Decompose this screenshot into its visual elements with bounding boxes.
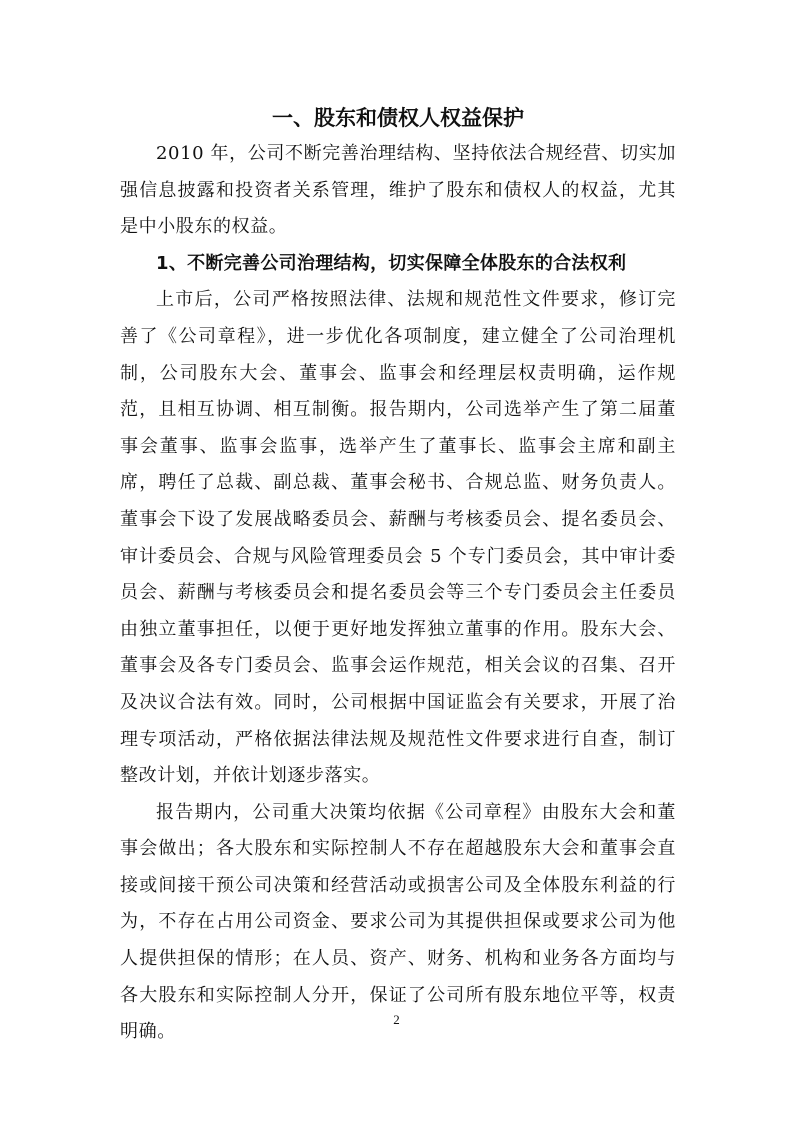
document-body: [120, 100, 676, 1051]
subheading-governance: 1、不断完善公司治理结构，切实保障全体股东的合法权利: [156, 252, 627, 274]
intro-paragraph: 2010 年，公司不断完善治理结构、坚持依法合规经营、切实加强信息披露和投资者关系管理，维护了股东和债权人的权益，尤其是中小股东的权益。: [120, 143, 676, 238]
page-number: 2: [393, 1012, 400, 1027]
governance-paragraph: 上市后，公司严格按照法律、法规和规范性文件要求，修订完善了《公司章程》，进一步优化各项制度，建立健全了公司治理机制，公司股东大会、董事会、监事会和经理层权责明确，运作规范，且相互协调、相互制衡。报告期内，公司选举产生了第二届董事会董事、监事会监事，选举产生了董事长、监事会主席和副主席，聘任了总裁、副总裁、董事会秘书、合规总监、财务负责人。董事会下设了发展战略委员会、薪酬与考核委员会、提名委员会、审计委员会、合规与风险管理委员会 5 个专门委员会，其中审计委员会、薪酬与考核委员会和提名委员会等三个专门委员会主任委员由独立董事担任，以便于更好地发挥独立董事的作用。股东大会、董事会及各专门委员会、监事会运作规范，相关会议的召集、召开及决议合法有效。同时，公司根据中国证监会有关要求，开展了治理专项活动，严格依据法律法规及规范性文件要求进行自查，制订整改计划，并依计划逐步落实。: [120, 289, 676, 787]
section-title: 一、股东和债权人权益保护: [272, 106, 524, 130]
decision-paragraph: 报告期内，公司重大决策均依据《公司章程》由股东大会和董事会做出；各大股东和实际控制人不存在超越股东大会和董事会直接或间接干预公司决策和经营活动或损害公司及全体股东利益的行为，不存在占用公司资金、要求公司为其提供担保或要求公司为他人提供担保的情形；在人员、资产、财务、机构和业务各方面均与各大股东和实际控制人分开，保证了公司所有股东地位平等，权责明确。: [120, 801, 676, 1043]
